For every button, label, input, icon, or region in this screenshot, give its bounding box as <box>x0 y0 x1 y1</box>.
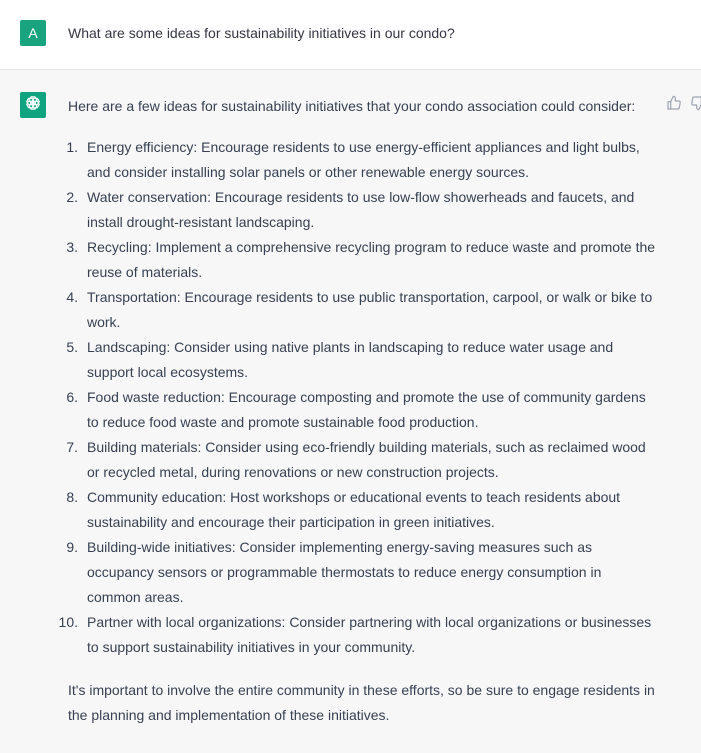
list-item-text: Transportation: Encourage residents to use public transportation, carpool, or walk or bike to work. <box>87 289 653 330</box>
ideas-list <box>58 135 658 660</box>
list-item <box>68 485 658 535</box>
list-item-text: Community education: Host workshops or educational events to teach residents about sustainability and encourage their participation in green initiatives. <box>87 489 621 530</box>
list-item-text: Recycling: Implement a comprehensive recycling program to reduce waste and promote the reuse of materials. <box>87 239 656 280</box>
list-item <box>68 285 658 335</box>
assistant-message-body <box>58 94 658 728</box>
list-item-number: 5. <box>66 339 78 355</box>
feedback-buttons <box>666 95 701 111</box>
list-item <box>68 535 658 610</box>
list-item-number: 2. <box>66 189 78 205</box>
list-item-number: 8. <box>66 489 78 505</box>
list-item-number: 4. <box>66 289 78 305</box>
list-item-number: 9. <box>66 539 78 555</box>
list-item-number: 6. <box>66 389 78 405</box>
thumbs-up-icon[interactable] <box>666 95 682 111</box>
user-avatar: A <box>20 20 46 46</box>
list-item-text: Landscaping: Consider using native plants in landscaping to reduce water usage and support local ecosystems. <box>87 339 614 380</box>
list-item <box>68 185 658 235</box>
list-item <box>68 335 658 385</box>
list-item <box>68 135 658 185</box>
user-message-text: What are some ideas for sustainability initiatives in our condo? <box>68 25 455 41</box>
user-message-row <box>0 0 701 70</box>
list-item-text: Water conservation: Encourage residents to use low-flow showerheads and faucets, and install drought-resistant landscaping. <box>87 189 635 230</box>
list-item <box>68 385 658 435</box>
list-item-text: Building materials: Consider using eco-friendly building materials, such as reclaimed wood or recycled metal, during renovations or new construction projects. <box>87 439 646 480</box>
list-item-number: 1. <box>66 139 78 155</box>
list-item <box>68 435 658 485</box>
assistant-outro: It's important to involve the entire community in these efforts, so be sure to engage residents in the planning and implementation of these initiatives. <box>68 682 655 723</box>
assistant-message-row <box>0 70 701 753</box>
list-item-number: 10. <box>58 614 78 630</box>
openai-logo-icon <box>24 94 42 117</box>
list-item-text: Building-wide initiatives: Consider implementing energy-saving measures such as occupancy sensors or programmable thermostats to reduce energy consumption in common areas. <box>87 539 602 605</box>
list-item-text: Energy efficiency: Encourage residents to use energy-efficient appliances and light bulbs, and consider installing solar panels or other renewable energy sources. <box>87 139 640 180</box>
list-item-number: 7. <box>66 439 78 455</box>
list-item-text: Partner with local organizations: Consider partnering with local organizations or businesses to support sustainability initiatives in your community. <box>87 614 652 655</box>
assistant-avatar <box>20 92 46 118</box>
list-item <box>58 610 658 660</box>
assistant-intro: Here are a few ideas for sustainability initiatives that your condo association could consider: <box>68 98 636 114</box>
list-item-text: Food waste reduction: Encourage composting and promote the use of community gardens to reduce food waste and promote sustainable food production. <box>87 389 646 430</box>
thumbs-down-icon[interactable] <box>690 95 701 111</box>
list-item <box>68 235 658 285</box>
list-item-number: 3. <box>66 239 78 255</box>
